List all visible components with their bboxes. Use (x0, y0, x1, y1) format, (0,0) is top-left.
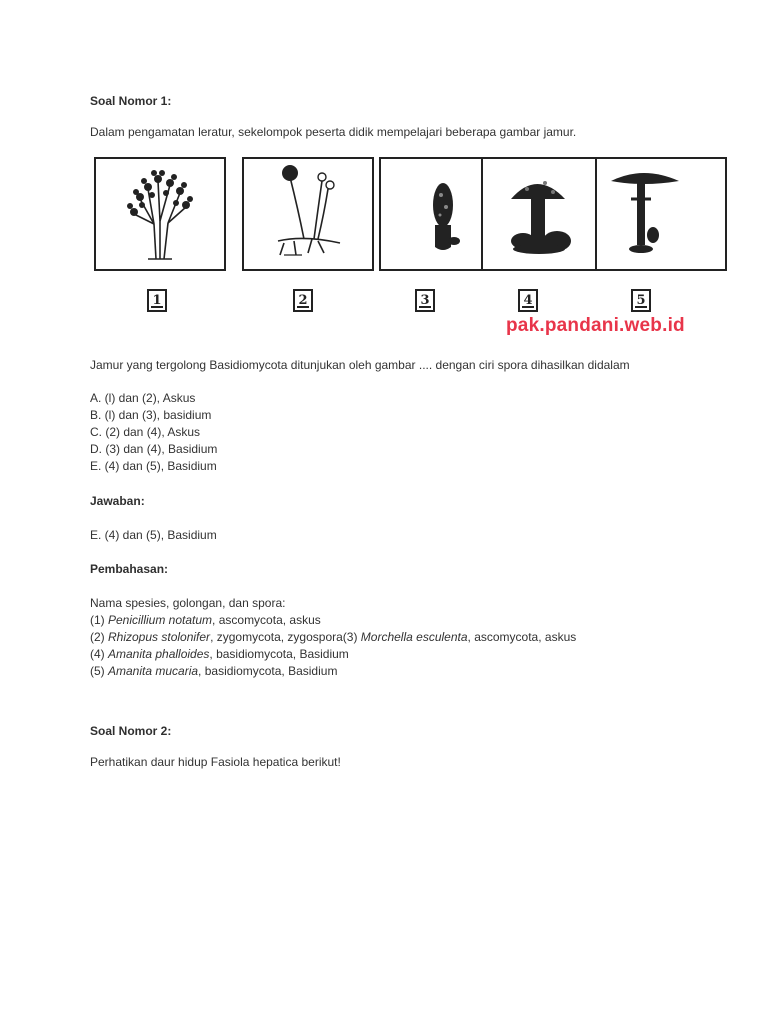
figure-label-3: 3 (415, 289, 435, 312)
penicillium-drawing (96, 159, 224, 269)
discussion-item-5 (90, 663, 576, 680)
species-name: Amanita mucaria (108, 664, 199, 678)
question-2-intro: Perhatikan daur hidup Fasiola hepatica berikut! (90, 755, 341, 769)
item-number: (1) (90, 613, 108, 627)
option-e: E. (4) dan (5), Basidium (90, 459, 217, 473)
species-details: , zygomycota, zygospora(3) (210, 630, 361, 644)
discussion-item-2 (90, 629, 576, 646)
species-details: , basidiomycota, Basidium (198, 664, 338, 678)
watermark: pak.pandani.web.id (506, 315, 685, 336)
option-a: A. (l) dan (2), Askus (90, 391, 196, 405)
discussion-item-1 (90, 612, 576, 629)
figure-panel-2 (242, 157, 374, 271)
answer-text: E. (4) dan (5), Basidium (90, 528, 217, 542)
figure-label-1: 1 (147, 289, 167, 312)
species-details: , ascomycota, askus (467, 630, 577, 644)
figure-label-2: 2 (293, 289, 313, 312)
species-details: , ascomycota, askus (212, 613, 321, 627)
item-number: (2) (90, 630, 108, 644)
question-2-heading: Soal Nomor 2: (90, 724, 172, 738)
figure-panel-1 (94, 157, 226, 271)
amanita-muscaria-drawing (597, 159, 693, 269)
question-1-intro: Dalam pengamatan leratur, sekelompok peserta didik mempelajari beberapa gambar jamur. (90, 125, 577, 139)
discussion-item-4 (90, 646, 576, 663)
item-number: (5) (90, 664, 108, 678)
option-c: C. (2) dan (4), Askus (90, 425, 201, 439)
figure-label-4: 4 (518, 289, 538, 312)
mushroom-figure (90, 155, 690, 340)
species-name: Amanita phalloides (108, 647, 210, 661)
answer-heading: Jawaban: (90, 494, 145, 508)
discussion-heading: Pembahasan: (90, 562, 169, 576)
figure-panel-5 (595, 157, 727, 271)
species-details: , basidiomycota, Basidium (209, 647, 349, 661)
figure-label-5: 5 (631, 289, 651, 312)
discussion-body (90, 595, 576, 680)
species-name: Morchella esculenta (360, 630, 468, 644)
option-b: B. (l) dan (3), basidium (90, 408, 212, 422)
discussion-intro: Nama spesies, golongan, dan spora: (90, 596, 286, 610)
answer-options (90, 390, 217, 475)
question-1-heading: Soal Nomor 1: (90, 94, 172, 108)
question-1-text: Jamur yang tergolong Basidiomycota ditunjukan oleh gambar .... dengan ciri spora dihasilkan didalam (90, 358, 630, 372)
species-name: Penicillium notatum (108, 613, 213, 627)
rhizopus-drawing (244, 159, 372, 269)
species-name: Rhizopus stolonifer (108, 630, 211, 644)
amanita-phalloides-drawing (483, 159, 611, 269)
figure-panel-4 (481, 157, 613, 271)
option-d: D. (3) dan (4), Basidium (90, 442, 218, 456)
item-number: (4) (90, 647, 108, 661)
